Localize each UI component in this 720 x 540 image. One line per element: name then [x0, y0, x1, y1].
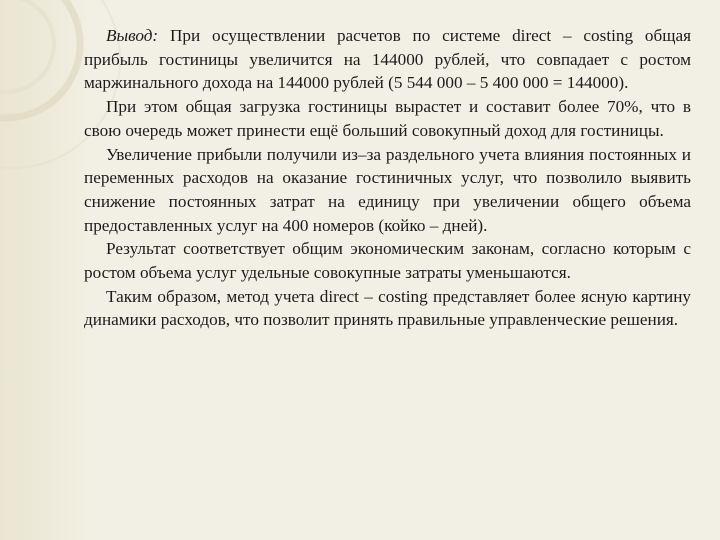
paragraph-conclusion [84, 24, 691, 95]
paragraph-summary: Таким образом, метод учета direct – costing представляет более ясную картину динамики расходов, что позволит принять правильные управленческие решения. [84, 286, 691, 330]
paragraph-text: При осуществлении расчетов по системе direct – costing общая прибыль гостиницы увеличится на 144000 рублей, что совпадает с ростом маржинального дохода на 144000 рублей (5 544 000 – 5 400 000 = 144000). [84, 26, 691, 93]
paragraph-profit-increase: Увеличение прибыли получили из–за раздельного учета влияния постоянных и переменных расходов на оказание гостиничных услуг, что позволило выявить снижение постоянных затрат на единицу при увеличении общего объема предоставленных услуг на 400 номеров (койко – дней). [84, 144, 691, 235]
slide-body-text [84, 24, 691, 332]
left-decorative-band [0, 0, 92, 540]
conclusion-label: Вывод: [106, 26, 159, 45]
paragraph-result: Результат соответствует общим экономическим законам, согласно которым с ростом объема услуг удельные совокупные затраты уменьшаются. [84, 239, 691, 283]
paragraph-occupancy: При этом общая загрузка гостиницы вырастет и составит более 70%, что в свою очередь может принести ещё больший совокупный доход для гостиницы. [84, 97, 691, 140]
